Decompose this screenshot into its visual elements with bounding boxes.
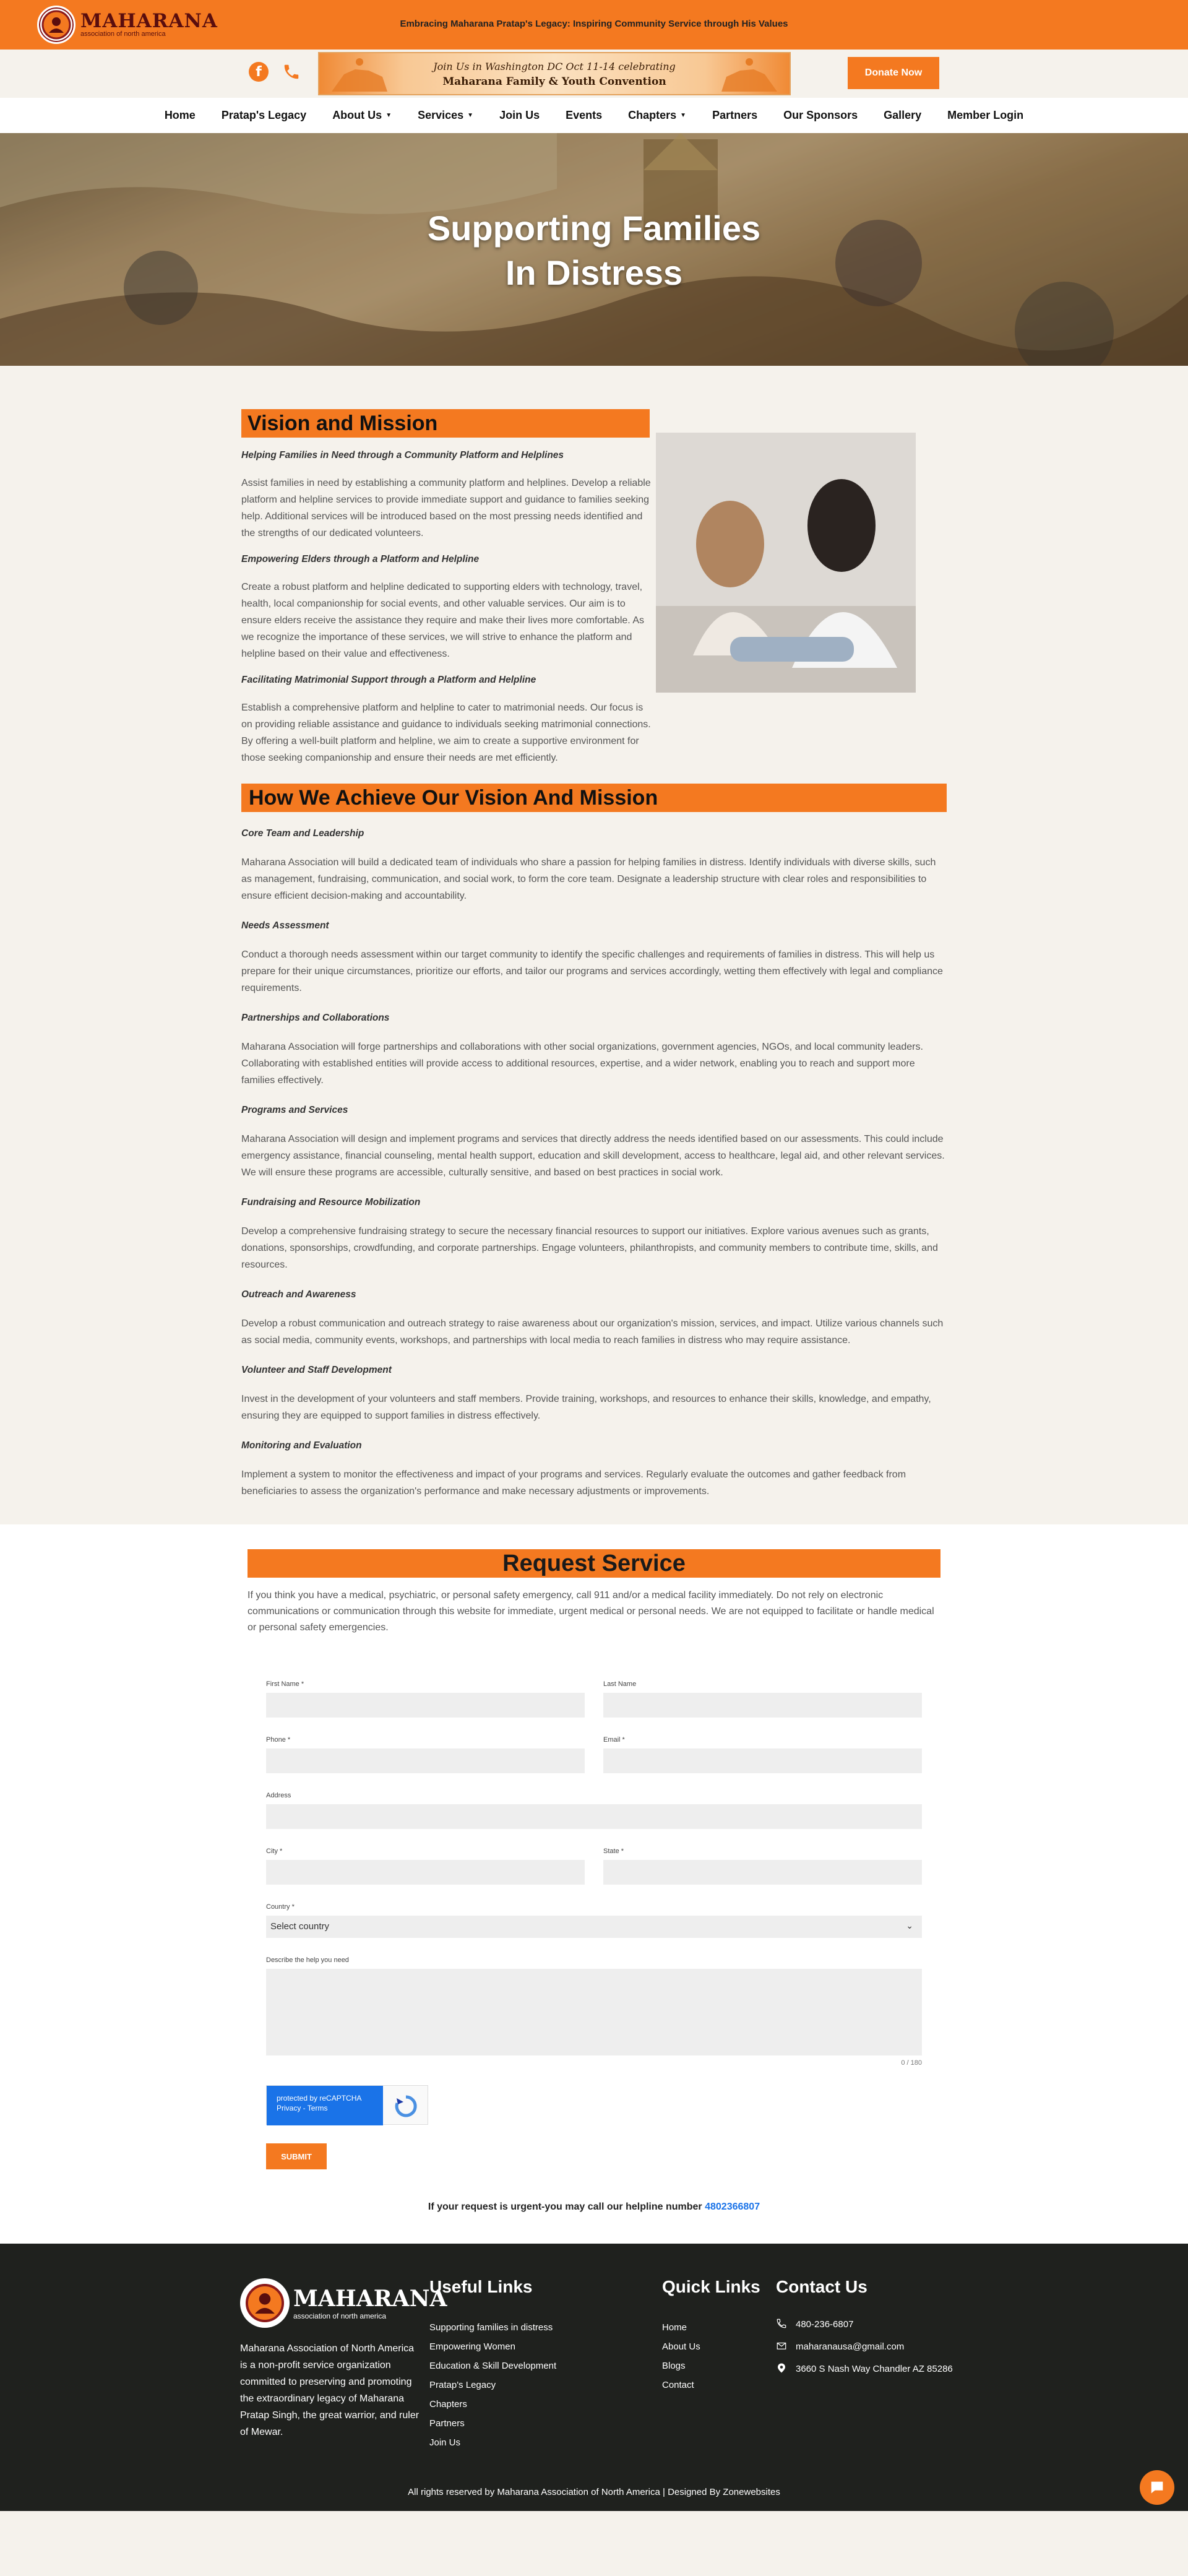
submit-button[interactable]: SUBMIT (266, 2143, 327, 2169)
footer-link[interactable]: Home (662, 2322, 687, 2333)
country-select[interactable]: Select country ⌄ (266, 1916, 922, 1938)
banner-line2: Maharana Family & Youth Convention (442, 76, 666, 88)
mail-icon (776, 2340, 787, 2351)
quick-links-title: Quick Links (662, 2277, 760, 2296)
banner-line1: Join Us in Washington DC Oct 11-14 celebrating (433, 61, 676, 72)
describe-textarea[interactable] (266, 1969, 922, 2055)
footer-link[interactable]: About Us (662, 2341, 700, 2352)
recaptcha-widget[interactable] (266, 2085, 428, 2125)
how-text: Invest in the development of your volunteers and staff members. Provide training, workshops, and resources to enhance their skills, knowledge, and empathy, ensuring they are equipped to support families in distress effectively. (241, 1394, 931, 1421)
chevron-down-icon: ▼ (467, 112, 474, 119)
vision-text: Create a robust platform and helpline dedicated to supporting elders with technology, travel, health, local companionship for social events, and other valuable services. Our aim is to ensure elders receive the assistance they require and make their lives more comfortable. As we recognize the importance of these services, we will strive to enhance the platform and helpline based on their value and effectiveness. (241, 582, 644, 659)
city-input[interactable] (266, 1860, 585, 1885)
footer-link[interactable]: Contact (662, 2380, 694, 2390)
nav-gallery[interactable]: Gallery (884, 109, 922, 121)
phone-input[interactable] (266, 1748, 585, 1773)
first-name-label: First Name * (266, 1680, 304, 1688)
vision-title: Vision and Mission (241, 409, 650, 438)
helpline-note: If your request is urgent-you may call our helpline number 4802366807 (428, 2202, 760, 2212)
chevron-down-icon: ▼ (385, 112, 392, 119)
footer-link[interactable]: Partners (429, 2418, 465, 2429)
how-section (241, 784, 947, 1524)
top-bar (0, 0, 1188, 50)
location-pin-icon (776, 2362, 787, 2374)
nav-join-us[interactable]: Join Us (499, 109, 540, 121)
quick-links (662, 2277, 760, 2395)
state-label: State * (603, 1848, 624, 1855)
rider-icon (325, 56, 394, 93)
phone-icon (776, 2318, 787, 2329)
hero-title: Supporting Families In Distress (427, 209, 761, 292)
vision-text: Establish a comprehensive platform and helpline to cater to matrimonial needs. Our focus is on providing reliable assistance and guidance to individuals seeking matrimonial connections. By offering a well-built platform and helpline, we aim to create a supportive environment for those seeking companionship and ensure their needs are met efficiently. (241, 702, 651, 763)
how-text: Maharana Association will design and implement programs and services that directly address the needs identified based on our assessments. This could include emergency assistance, financial counseling, mental health support, education and skill development, access to healthcare, legal aid, and other relevant services. We will ensure these programs are accessible, culturally sensitive, and based on best practices in social work. (241, 1134, 945, 1178)
vision-heading: Helping Families in Need through a Community Platform and Helplines (241, 450, 564, 460)
email-input[interactable] (603, 1748, 922, 1773)
nav-events[interactable]: Events (566, 109, 603, 121)
nav-chapters[interactable]: Chapters ▼ (628, 109, 687, 121)
main-nav (0, 98, 1188, 133)
recaptcha-terms[interactable]: Privacy - Terms (277, 2104, 328, 2112)
how-text: Maharana Association will forge partnerships and collaborations with other social organizations, government agencies, NGOs, and local community leaders. Collaborating with established entities will provide access to additional resources, expertise, and a wider network, enabling you to reach and support more families effectively. (241, 1042, 923, 1086)
first-name-input[interactable] (266, 1693, 585, 1718)
nav-home[interactable]: Home (164, 109, 196, 121)
how-title: How We Achieve Our Vision And Mission (241, 784, 947, 812)
hero-banner (0, 133, 1188, 366)
how-text: Maharana Association will build a dedicated team of individuals who share a passion for helping families in distress. Identify individuals with diverse skills, such as management, fundraising, communication, and social work, to form the core team. Designate a leadership structure with clear roles and responsibilities to ensure efficient decision-making and accountability. (241, 857, 936, 901)
donate-button[interactable]: Donate Now (848, 57, 939, 89)
footer-link[interactable]: Chapters (429, 2399, 467, 2410)
state-input[interactable] (603, 1860, 922, 1885)
request-section (0, 1524, 1188, 2244)
footer-link[interactable]: Join Us (429, 2437, 461, 2448)
chat-icon (1148, 2479, 1166, 2496)
chevron-down-icon: ▼ (680, 112, 687, 119)
email-label: Email * (603, 1736, 625, 1744)
nav-partners[interactable]: Partners (712, 109, 758, 121)
request-title: Request Service (248, 1549, 940, 1578)
facebook-icon[interactable]: f (249, 62, 269, 82)
contact-phone[interactable]: 480-236-6807 (776, 2318, 955, 2332)
rider-icon (715, 56, 783, 93)
brand-name: MAHARANA (80, 10, 218, 32)
how-heading: Fundraising and Resource Mobilization (241, 1197, 421, 1208)
footer-link[interactable]: Empowering Women (429, 2341, 515, 2352)
how-text: Develop a robust communication and outreach strategy to raise awareness about our organization's mission, services, and impact. Utilize various channels such as social media, community events, workshops, and partnerships with local media to reach families in distress who may require assistance. (241, 1318, 944, 1346)
city-label: City * (266, 1848, 283, 1855)
footer-logo[interactable] (240, 2278, 447, 2328)
how-text: Implement a system to monitor the effectiveness and impact of your programs and services. Regularly evaluate the outcomes and gather feedback from beneficiaries to assess the organization's performance and make necessary adjustments or improvements. (241, 1469, 906, 1497)
promo-row (0, 50, 1188, 98)
vision-text: Assist families in need by establishing a community platform and helplines. Develop a reliable platform and helpline services to provide immediate support and guidance to families seeking help. Additional services will be introduced based on the most pressing needs identified and the strengths of our dedicated volunteers. (241, 478, 651, 538)
address-input[interactable] (266, 1804, 922, 1829)
how-text: Conduct a thorough needs assessment within our target community to identify the specific challenges and requirements of families in distress. This will help us prepare for their unique circumstances, prioritize our efforts, and tailor our programs and services accordingly, wetting them effectively with legal and compliance requirements. (241, 949, 943, 993)
copyright: All rights reserved by Maharana Association of North America | Designed By Zonewebsites (408, 2487, 780, 2497)
site-footer (0, 2244, 1188, 2511)
how-text: Develop a comprehensive fundraising strategy to secure the necessary financial resources to support our initiatives. Explore various avenues such as grants, donations, sponsorships, crowdfunding, and corporate partnerships. Engage volunteers, philanthropists, and community members to contribute time, skills, and resources. (241, 1226, 938, 1270)
footer-link[interactable]: Supporting families in distress (429, 2322, 553, 2333)
footer-brand-name: MAHARANA (293, 2286, 447, 2312)
convention-banner[interactable] (318, 52, 791, 95)
nav-prataps-legacy[interactable]: Pratap's Legacy (221, 109, 307, 121)
how-heading: Partnerships and Collaborations (241, 1013, 390, 1023)
char-counter: 0 / 180 (901, 2059, 922, 2067)
recaptcha-icon (394, 2094, 418, 2118)
useful-links-title: Useful Links (429, 2277, 533, 2296)
helpline-number-link[interactable]: 4802366807 (705, 2202, 760, 2212)
useful-links (429, 2277, 556, 2452)
last-name-input[interactable] (603, 1693, 922, 1718)
consoling-women-photo (656, 433, 916, 693)
chat-widget-button[interactable] (1140, 2470, 1174, 2505)
last-name-label: Last Name (603, 1680, 637, 1688)
footer-link[interactable]: Pratap's Legacy (429, 2380, 496, 2390)
emergency-disclaimer: If you think you have a medical, psychiatric, or personal safety emergency, call 911 and/or a medical facility immediately. Do not rely on electronic communications or communication through this website for immediate, urgent medical or personal needs. We are not equipped to facilitate or handle medical or personal safety emergencies. (248, 1590, 934, 1633)
vision-heading: Empowering Elders through a Platform and Helpline (241, 554, 480, 564)
footer-link[interactable]: Blogs (662, 2361, 686, 2371)
footer-link[interactable]: Education & Skill Development (429, 2361, 557, 2371)
top-tagline: Embracing Maharana Pratap's Legacy: Inspiring Community Service through His Values (400, 19, 788, 29)
country-label: Country * (266, 1903, 295, 1911)
how-heading: Programs and Services (241, 1105, 348, 1115)
how-heading: Volunteer and Staff Development (241, 1365, 392, 1375)
nav-services[interactable]: Services ▼ (418, 109, 474, 121)
contact-email[interactable]: maharanausa@gmail.com (776, 2340, 955, 2354)
contact-title: Contact Us (776, 2277, 867, 2296)
how-heading: Core Team and Leadership (241, 828, 364, 839)
how-heading: Monitoring and Evaluation (241, 1440, 362, 1451)
vision-section (241, 366, 947, 766)
phone-label: Phone * (266, 1736, 291, 1744)
footer-brand-tagline: association of north america (293, 2312, 387, 2320)
contact-address[interactable]: 3660 S Nash Way Chandler AZ 85286 (776, 2362, 955, 2376)
chevron-down-icon: ⌄ (906, 1921, 913, 1930)
how-heading: Outreach and Awareness (241, 1289, 356, 1300)
nav-our-sponsors[interactable]: Our Sponsors (783, 109, 858, 121)
nav-member-login[interactable]: Member Login (947, 109, 1024, 121)
recaptcha-label: protected by reCAPTCHA (277, 2094, 362, 2103)
how-heading: Needs Assessment (241, 920, 329, 931)
emblem-icon (240, 2278, 290, 2328)
describe-label: Describe the help you need (266, 1956, 349, 1964)
address-label: Address (266, 1792, 291, 1799)
brand-tagline: association of north america (80, 30, 166, 38)
phone-icon[interactable] (282, 63, 301, 81)
contact-us (776, 2277, 955, 2385)
nav-about-us[interactable]: About Us ▼ (332, 109, 392, 121)
request-form (266, 1680, 922, 2169)
footer-about: Maharana Association of North America is a non-profit service organization committed to preserving and promoting the extraordinary legacy of Maharana Pratap Singh, the great warrior, and ruler of Mewar. (240, 2343, 420, 2437)
vision-heading: Facilitating Matrimonial Support through a Platform and Helpline (241, 675, 536, 685)
